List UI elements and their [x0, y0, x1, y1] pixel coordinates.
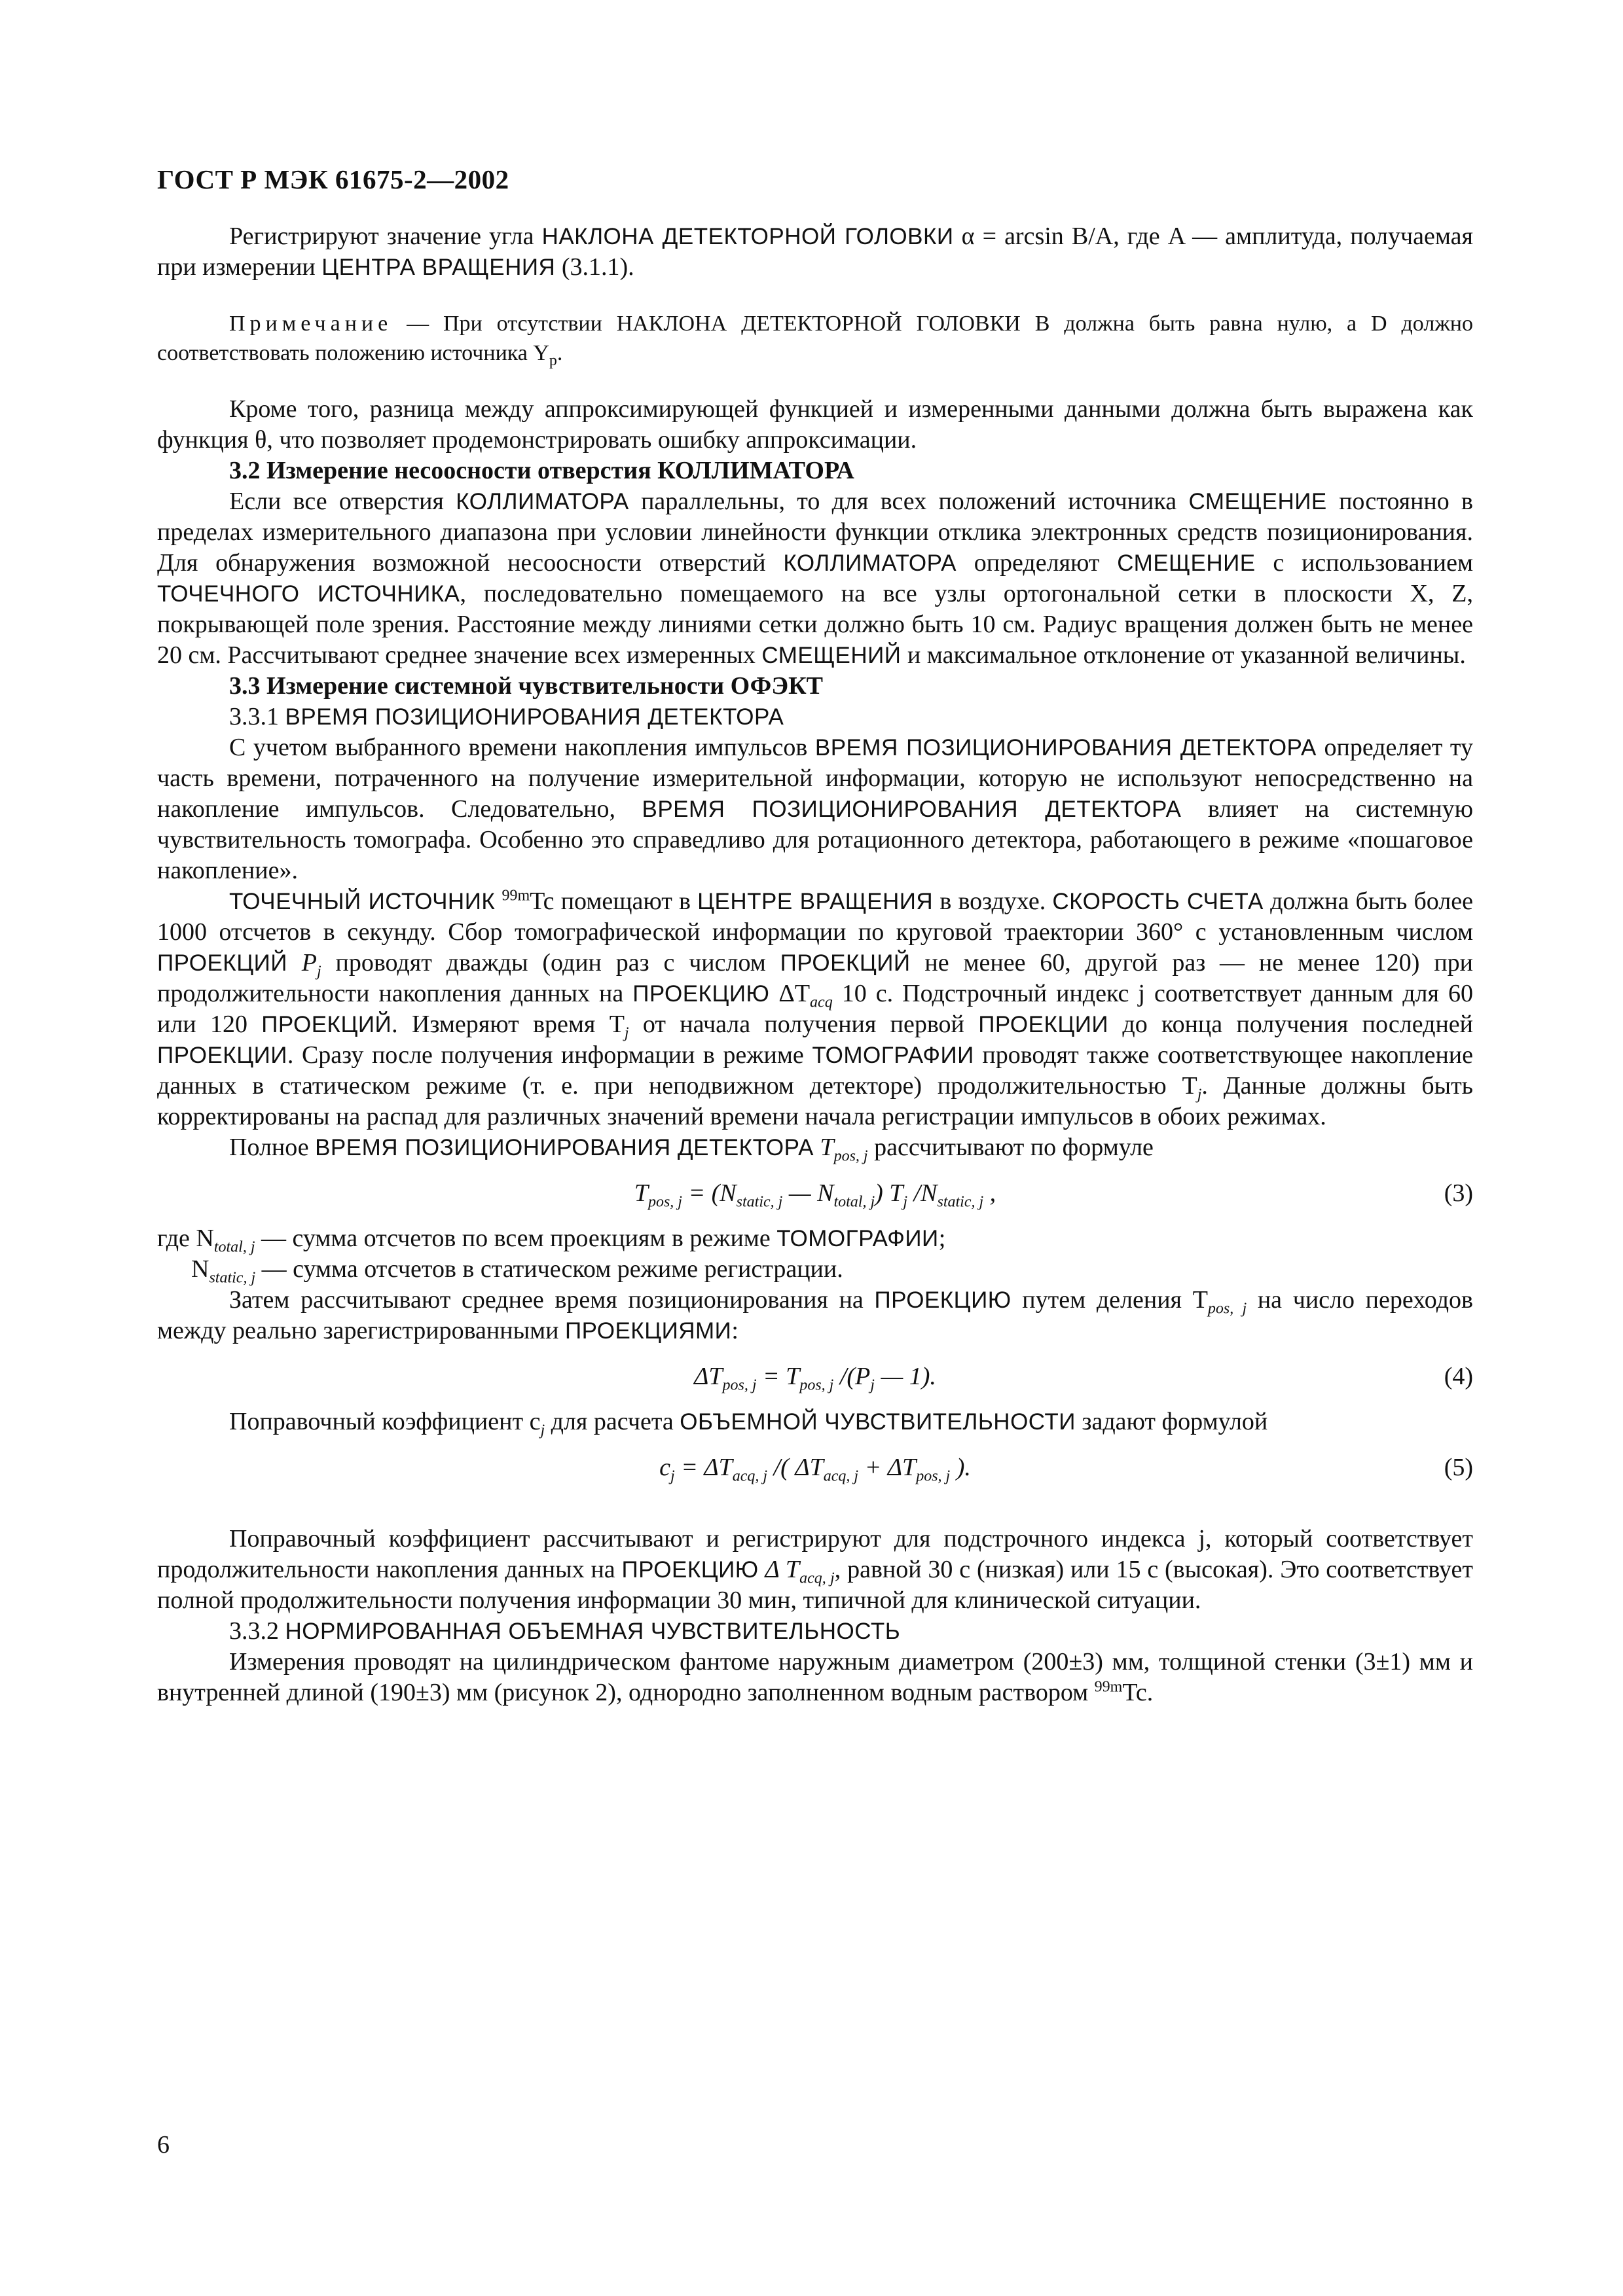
definition-total: где $N_{total, j}$ — сумма отсчетов по всем проекциям в режиме ТОМОГРАФИИ; [157, 1225, 946, 1256]
definition-static: $N_{static, j}$ — сумма отсчетов в статическом режиме регистрации. [191, 1255, 843, 1287]
paragraph-correction-coefficient: Поправочный коэффициент $c_j$ для расчета ОБЪЕМНОЙ ЧУВСТВИТЕЛЬНОСТИ задают формулой [229, 1408, 1268, 1439]
note-paragraph: Примечание — При отсутствии НАКЛОНА ДЕТЕКТОРНОЙ ГОЛОВКИ B должна быть равна нулю, а D должно соответствовать положению источника $Y_p$. [157, 312, 1474, 369]
subsection-3-3-2-heading: 3.3.2 НОРМИРОВАННАЯ ОБЪЕМНАЯ ЧУВСТВИТЕЛЬНОСТЬ [229, 1617, 901, 1645]
paragraph-coefficient-registration: Поправочный коэффициент рассчитывают и регистрируют для подстрочного индекса j, который соответствует продолжительности накопления данных на ПРОЕКЦИЮ Δ $T_{acq, j}$, равной 30 с (низкая) или 15 с (высокая). Это соответствует полной продолжительности получения информации 30 мин, типичной для клинической ситуации. [157, 1525, 1474, 1614]
definitions-list [157, 1223, 1473, 1285]
formula-5: $c_j = \Delta T_{acq, j}$ /( $\Delta T_{acq, j} + \Delta T_{pos, j}$ ). (5) [157, 1437, 1473, 1498]
paragraph-phantom: Измерения проводят на цилиндрическом фантоме наружным диаметром (200±3) мм, толщиной стенки (3±1) мм и внутренней длиной (190±3) мм (рисунок 2), однородно заполненном водным раствором $^{99m}$Tc. [157, 1648, 1473, 1706]
formula-4-number: (4) [1444, 1363, 1473, 1390]
subsection-3-3-1-heading: 3.3.1 ВРЕМЯ ПОЗИЦИОНИРОВАНИЯ ДЕТЕКТОРА [229, 703, 784, 730]
paragraph-average-time: Затем рассчитывают среднее время позиционирования на ПРОЕКЦИЮ путем деления $T_{pos, j}$ на число переходов между реально зарегистрированными ПРОЕКЦИЯМИ: [157, 1286, 1473, 1344]
paragraph-full-positioning-time: Полное ВРЕМЯ ПОЗИЦИОНИРОВАНИЯ ДЕТЕКТОРА $T_{pos, j}$ рассчитывают по формуле [229, 1134, 1154, 1165]
paragraph-approximation: Кроме того, разница между аппроксимирующей функцией и измеренными данными должна быть выражена как функция θ, что позволяет продемонстрировать ошибку аппроксимации. [157, 395, 1473, 454]
formula-4: $\Delta T_{pos, j} = T_{pos, j}$ $/(P_j$ — 1). (4) [157, 1346, 1473, 1407]
page-number: 6 [157, 2131, 170, 2159]
paragraph-point-source: ТОЧЕЧНЫЙ ИСТОЧНИК $^{99m}$Tc помещают в ЦЕНТРЕ ВРАЩЕНИЯ в воздухе. СКОРОСТЬ СЧЕТА должна быть более 1000 отсчетов в секунду. Сбор томографической информации по круговой траектории 360° с установленным числом ПРОЕКЦИЙ $P_j$ проводят дважды (один раз с числом ПРОЕКЦИЙ не менее 60, другой раз — не менее 120) при продолжительности накопления данных на ПРОЕКЦИЮ $\Delta T_{acq}$ 10 с. Подстрочный индекс j соответствует данным для 60 или 120 ПРОЕКЦИЙ. Измеряют время $T_j$ от начала получения первой ПРОЕКЦИИ до конца получения последней ПРОЕКЦИИ. Сразу после получения информации в режиме ТОМОГРАФИИ проводят также соответствующее накопление данных в статическом режиме (т. е. при неподвижном детекторе) продолжительностью $T_j$. Данные должны быть корректированы на распад для различных значений времени начала регистрации импульсов в обоих режимах. [157, 887, 1474, 1130]
section-3-2-text: Если все отверстия КОЛЛИМАТОРА параллельны, то для всех положений источника СМЕЩЕНИЕ постоянно в пределах измерительного диапазона при условии линейности функции отклика электронных средств позиционирования. Для обнаружения возможной несоосности отверстий КОЛЛИМАТОРА определяют СМЕЩЕНИЕ с использованием ТОЧЕЧНОГО ИСТОЧНИКА, последовательно помещаемого на все узлы ортогональной сетки в плоскости X, Z, покрывающей поле зрения. Расстояние между линиями сетки должно быть 10 см. Радиус вращения должен быть не менее 20 см. Рассчитывают среднее значение всех измеренных СМЕЩЕНИЙ и максимальное отклонение от указанной величины. [157, 488, 1474, 669]
document-page [157, 164, 1473, 1708]
note-label: Примечание [229, 312, 393, 336]
formula-3-number: (3) [1444, 1179, 1473, 1207]
section-3-3-heading: 3.3 Измерение системной чувствительности ОФЭКТ [229, 672, 823, 700]
document-header: ГОСТ Р МЭК 61675-2—2002 [157, 164, 509, 194]
paragraph-tilt-angle: Регистрируют значение угла НАКЛОНА ДЕТЕКТОРНОЙ ГОЛОВКИ α = arcsin B/A, где A — амплитуда, получаемая при измерении ЦЕНТРА ВРАЩЕНИЯ (3.1.1). [157, 223, 1473, 281]
section-3-2-heading: 3.2 Измерение несоосности отверстия КОЛЛИМАТОРА [229, 457, 854, 484]
paragraph-positioning-time: С учетом выбранного времени накопления импульсов ВРЕМЯ ПОЗИЦИОНИРОВАНИЯ ДЕТЕКТОРА определяет ту часть времени, потраченного на получение измерительной информации, которую не используют непосредственно на накопление импульсов. Следовательно, ВРЕМЯ ПОЗИЦИОНИРОВАНИЯ ДЕТЕКТОРА влияет на системную чувствительность томографа. Особенно это справедливо для ротационного детектора, работающего в режиме «пошаговое накопление». [157, 734, 1473, 884]
formula-5-number: (5) [1444, 1454, 1473, 1481]
formula-3: $T_{pos, j} = (N_{static, j}$ — $N_{total, j}$) $T_j$ $/N_{static, j}$ , (3) [157, 1163, 1473, 1223]
